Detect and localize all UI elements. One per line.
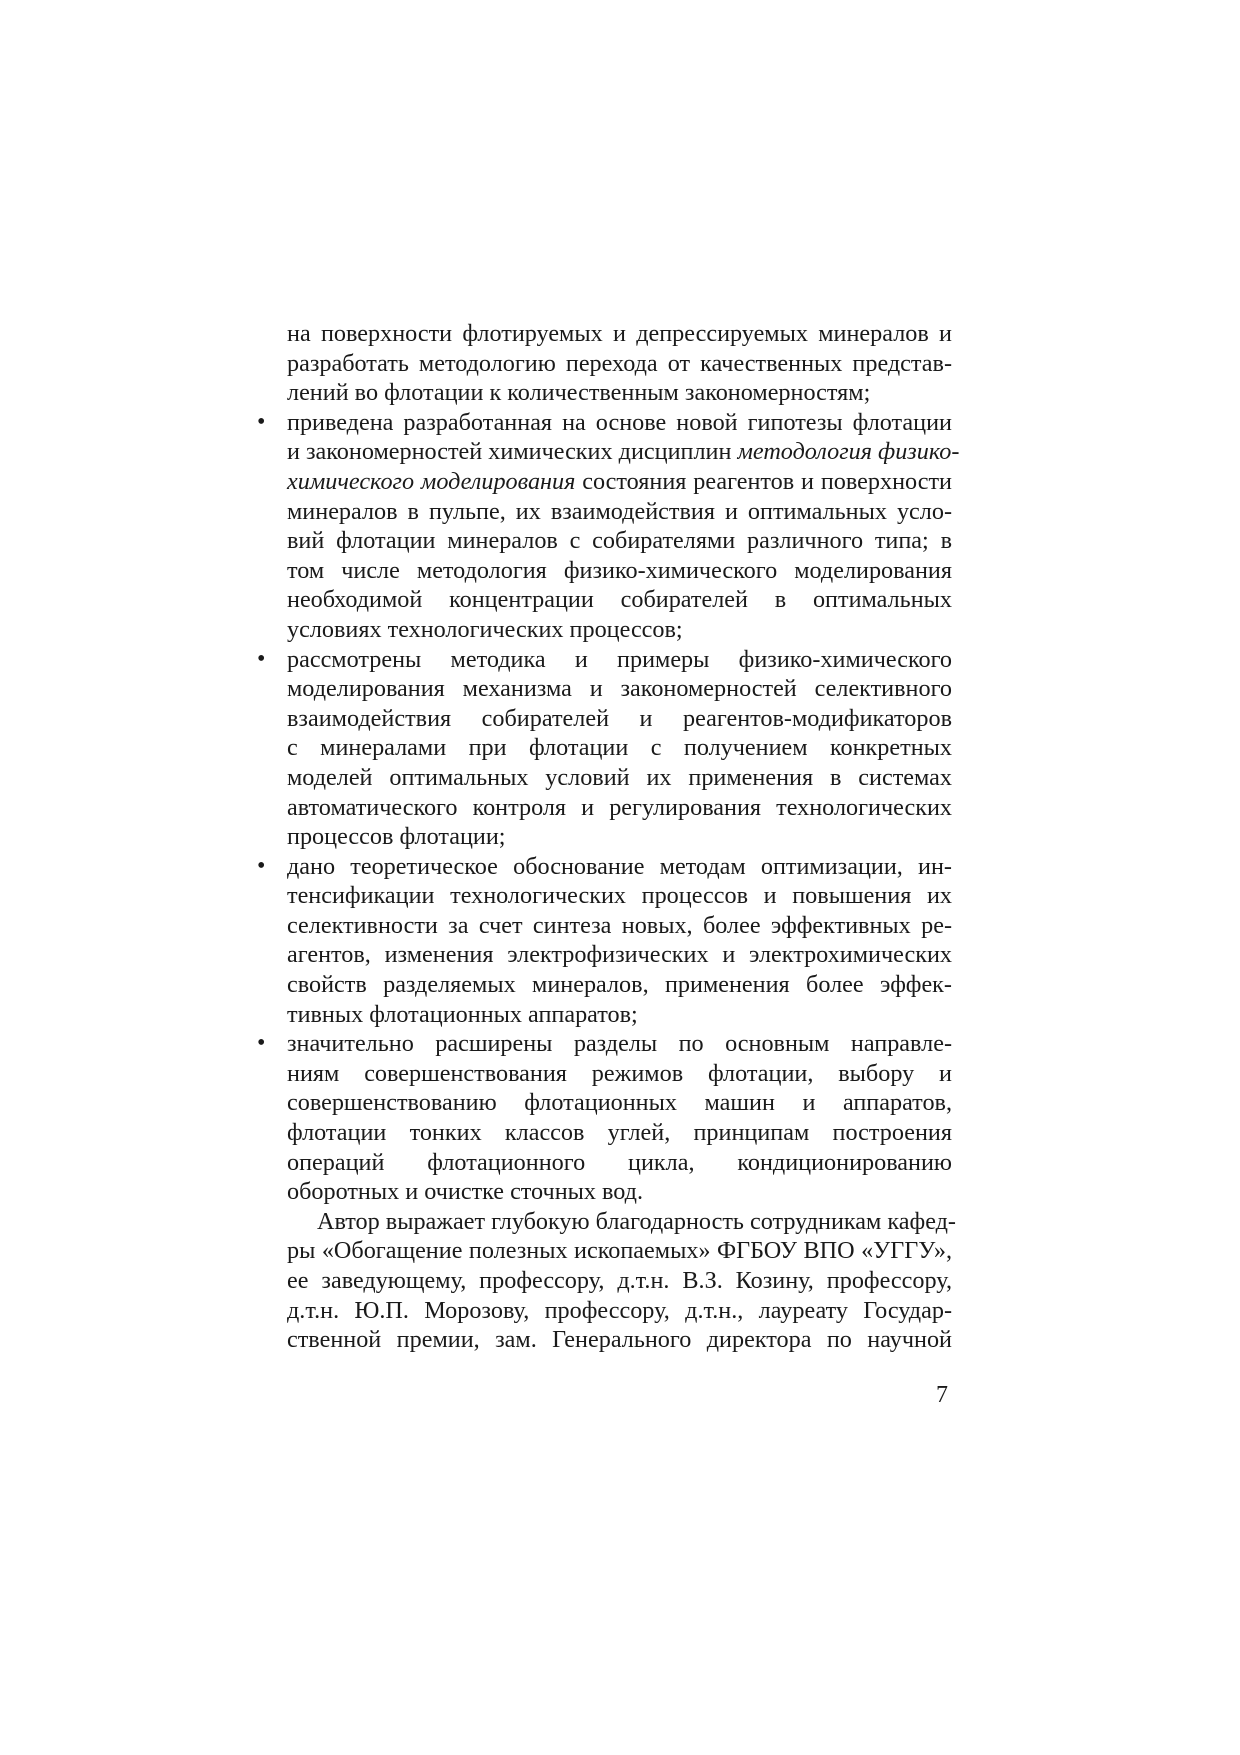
text-line: взаимодействия собирателей и реагентов-модификаторов: [287, 704, 952, 732]
text-line: автоматического контроля и регулирования технологических: [287, 793, 952, 821]
text-line: д.т.н. Ю.П. Морозову, профессору, д.т.н., лауреату Государ-: [287, 1296, 952, 1324]
page-number: 7: [936, 1382, 948, 1408]
italic-term: химического моделирования: [287, 467, 576, 495]
bullet-item-first-line: • значительно расширены разделы по основным направле-: [257, 1030, 952, 1058]
italic-term: методология физико-: [737, 438, 960, 466]
bullet-icon: •: [257, 852, 266, 879]
page-body: [257, 319, 960, 1355]
text-line: минералов в пульпе, их взаимодействия и оптимальных усло-: [287, 497, 952, 525]
text-line: и закономерностей химических дисциплин методология физико-: [287, 438, 960, 466]
text-line: необходимой концентрации собирателей в оптимальных: [287, 586, 952, 614]
text-line: том числе методология физико-химического моделирования: [287, 556, 952, 584]
text-line: совершенствованию флотационных машин и аппаратов,: [287, 1089, 952, 1117]
bullet-icon: •: [257, 408, 266, 435]
text-line: на поверхности флотируемых и депрессируемых минералов и: [287, 320, 952, 347]
bullet-item-first-line: • дано теоретическое обоснование методам оптимизации, ин-: [257, 852, 952, 880]
text-line: ры «Обогащение полезных ископаемых» ФГБОУ ВПО «УГГУ»,: [287, 1237, 952, 1265]
text-line: селективности за счет синтеза новых, более эффективных ре-: [287, 911, 952, 939]
text-line: оборотных и очистке сточных вод.: [287, 1178, 644, 1206]
text-line: моделей оптимальных условий их применения в системах: [287, 763, 952, 791]
text-line: процессов флотации;: [287, 823, 506, 851]
text-line: разработать методологию перехода от качественных представ-: [287, 349, 952, 377]
text-line: тенсификации технологических процессов и повышения их: [287, 882, 952, 910]
text-line: химического моделирования состояния реагентов и поверхности: [287, 467, 952, 495]
bullet-icon: •: [257, 645, 266, 672]
text-line: ее заведующему, профессору, д.т.н. В.З. Козину, профессору,: [287, 1267, 952, 1294]
text-line: ниям совершенствования режимов флотации, выбору и: [287, 1059, 952, 1087]
text-line: с минералами при флотации с получением конкретных: [287, 734, 952, 762]
bullet-item-first-line: • рассмотрены методика и примеры физико-химического: [257, 645, 952, 673]
text-line: лений во флотации к количественным закономерностям;: [287, 379, 871, 407]
text-line: условиях технологических процессов;: [287, 615, 683, 643]
text-line: свойств разделяемых минералов, применения более эффек-: [287, 971, 952, 999]
text-line: операций флотационного цикла, кондиционированию: [287, 1148, 952, 1176]
paragraph-first-line: Автор выражает глубокую благодарность сотрудникам кафед-: [317, 1207, 956, 1235]
text-line: флотации тонких классов углей, принципам построения: [287, 1119, 952, 1147]
text-line: вий флотации минералов с собирателями различного типа; в: [287, 527, 952, 555]
text-line: моделирования механизма и закономерностей селективного: [287, 675, 952, 703]
bullet-icon: •: [257, 1030, 266, 1057]
text-line: агентов, изменения электрофизических и электрохимических: [287, 941, 952, 969]
text-line: ственной премии, зам. Генерального директора по научной: [287, 1326, 952, 1354]
text-line: тивных флотационных аппаратов;: [287, 1000, 638, 1028]
bullet-item-first-line: • приведена разработанная на основе новой гипотезы флотации: [257, 408, 952, 436]
